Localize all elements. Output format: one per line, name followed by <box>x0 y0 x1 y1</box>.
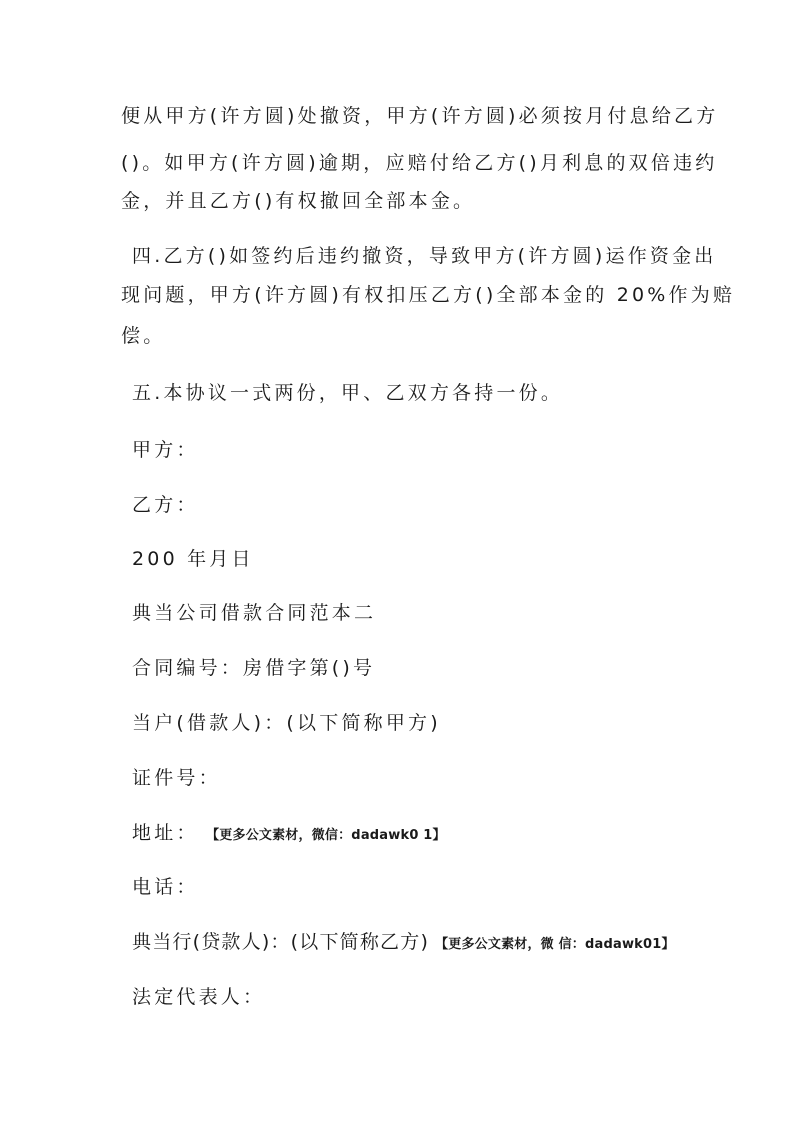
lender-note: 【更多公文素材，微 信：dadawk01】 <box>435 937 675 952</box>
paragraph-line: 现问题，甲方(许方圆)有权扣压乙方()全部本金的 20%作为赔 <box>121 284 736 306</box>
legal-representative-label: 法定代表人： <box>132 986 266 1008</box>
paragraph-line: 便从甲方(许方圆)处撤资，甲方(许方圆)必须按月付息给乙方 <box>121 105 719 127</box>
lender-label: 典当行(贷款人)：(以下简称乙方) <box>132 931 430 953</box>
address-note: 【更多公文素材，微信：dadawk0 1】 <box>212 828 446 843</box>
party-a-label: 甲方： <box>132 439 199 461</box>
party-b-label: 乙方： <box>132 494 199 516</box>
date-line: 200 年月日 <box>132 548 254 570</box>
phone-label: 电话： <box>132 876 199 898</box>
address-label: 地址： <box>132 822 199 844</box>
paragraph-line: 金，并且乙方()有权撤回全部本金。 <box>121 190 476 212</box>
paragraph-line: ()。如甲方(许方圆)逾期，应赔付给乙方()月利息的双倍违约 <box>121 152 718 174</box>
paragraph-line: 四.乙方()如签约后违约撤资，导致甲方(许方圆)运作资金出 <box>132 245 717 267</box>
lender-line <box>132 930 675 957</box>
contract-number: 合同编号：房借字第()号 <box>132 657 376 679</box>
section-title: 典当公司借款合同范本二 <box>132 602 377 624</box>
id-number-label: 证件号： <box>132 767 221 789</box>
address-line <box>132 821 446 848</box>
borrower-line: 当户(借款人)：(以下简称甲方) <box>132 712 441 734</box>
paragraph-line: 偿。 <box>121 325 166 347</box>
clause-five: 五.本协议一式两份，甲、乙双方各持一份。 <box>132 382 564 404</box>
